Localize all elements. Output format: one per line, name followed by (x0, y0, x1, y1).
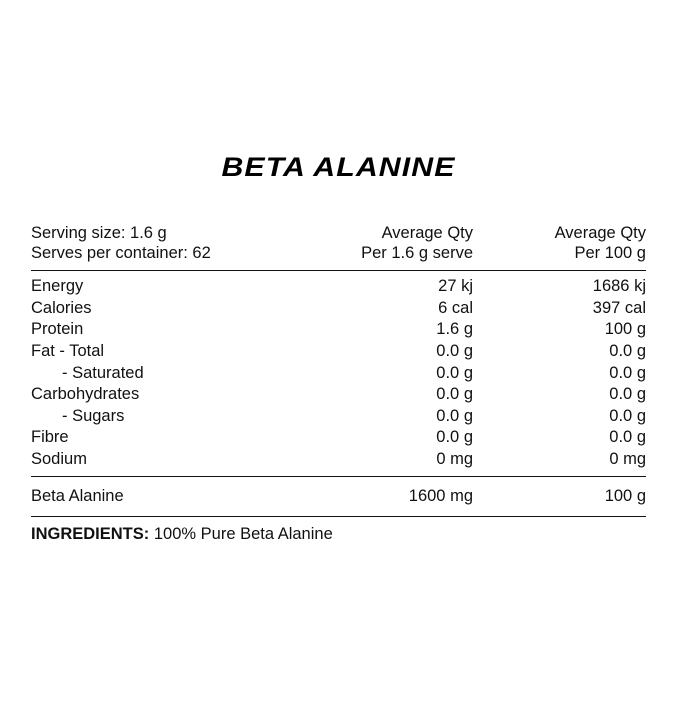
table-row (31, 298, 646, 320)
nutrient-list (31, 276, 646, 470)
nutrient-name: Sodium (31, 450, 87, 469)
per-serve-subheading: Per 1.6 g serve (361, 243, 473, 262)
nutrient-per-100g: 0.0 g (609, 363, 646, 382)
ingredients-text: 100% Pure Beta Alanine (153, 525, 333, 543)
nutrient-per-100g: 0.0 g (609, 342, 646, 361)
servings-per-container: Serves per container: 62 (31, 243, 211, 262)
active-ingredient-per-100g: 100 g (604, 487, 646, 506)
per-100g-heading: Average Qty (554, 224, 646, 243)
table-row (31, 319, 646, 341)
header-row-2 (31, 244, 646, 264)
table-row (31, 449, 646, 471)
active-ingredient-name: Beta Alanine (31, 487, 124, 506)
table-row (31, 362, 646, 384)
nutrient-name: Protein (31, 320, 84, 339)
nutrient-per-100g: 397 cal (592, 298, 646, 317)
header-row-1 (31, 224, 646, 244)
nutrient-per-100g: 0.0 g (609, 428, 646, 447)
product-title: BETA ALANINE (221, 152, 456, 182)
divider-bottom (31, 516, 646, 517)
nutrient-per-serve: 0.0 g (436, 385, 473, 404)
table-header (31, 224, 646, 263)
nutrient-per-100g: 0.0 g (609, 406, 646, 425)
per-100g-subheading: Per 100 g (574, 243, 646, 262)
table-row (31, 486, 646, 508)
nutrient-per-100g: 1686 kj (592, 277, 646, 296)
nutrient-per-100g: 0 mg (609, 450, 646, 469)
ingredients-label: INGREDIENTS: (31, 525, 150, 543)
nutrient-per-serve: 6 cal (438, 298, 473, 317)
serving-size: Serving size: 1.6 g (31, 224, 167, 243)
nutrient-per-serve: 0.0 g (436, 406, 473, 425)
nutrient-per-serve: 1.6 g (436, 320, 473, 339)
table-row (31, 276, 646, 298)
nutrient-name: Calories (31, 298, 92, 317)
nutrient-per-100g: 0.0 g (609, 385, 646, 404)
table-row (31, 427, 646, 449)
active-ingredient-block (31, 486, 646, 508)
active-ingredient-per-serve: 1600 mg (408, 487, 473, 506)
nutrient-per-serve: 0.0 g (436, 342, 473, 361)
ingredients-statement (31, 524, 333, 545)
nutrient-per-100g: 100 g (604, 320, 646, 339)
table-row (31, 341, 646, 363)
divider-middle (31, 476, 646, 477)
table-row (31, 384, 646, 406)
nutrient-name: Fat - Total (31, 342, 105, 361)
nutrient-name: Carbohydrates (31, 385, 140, 404)
nutrient-per-serve: 27 kj (438, 277, 473, 296)
nutrient-per-serve: 0.0 g (436, 428, 473, 447)
nutrient-name: Energy (31, 277, 84, 296)
nutrient-per-serve: 0.0 g (436, 363, 473, 382)
per-serve-heading: Average Qty (381, 224, 473, 243)
table-row (31, 406, 646, 428)
nutrient-name: - Saturated (62, 363, 144, 382)
nutrient-name: - Sugars (62, 406, 125, 425)
divider-top (31, 270, 646, 271)
nutrient-name: Fibre (31, 428, 69, 447)
nutrient-per-serve: 0 mg (436, 450, 473, 469)
